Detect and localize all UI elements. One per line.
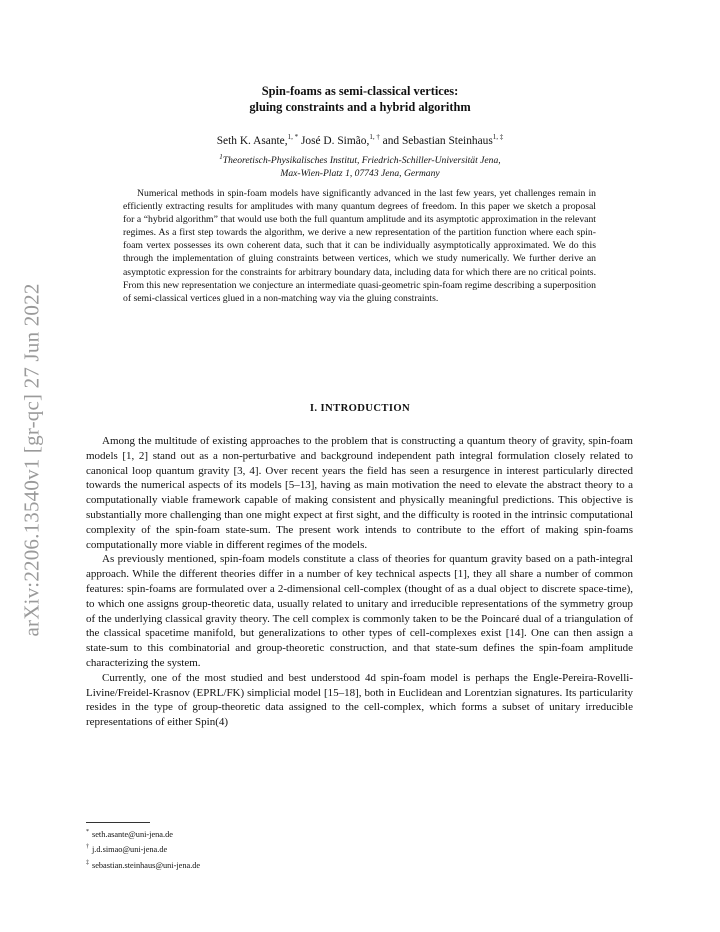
author-1-name: Seth K. Asante, [216, 134, 288, 147]
body-paragraph-3: Currently, one of the most studied and best understood 4d spin-foam model is perhaps the Engle-Pereira-Rovelli-Livine/Freidel-Krasnov (EPRL/FK) simplicial model [15–18], both in Euclidean and Lorentzian signatures. Its particularity resides in the type of group-theoretic data assigned to the cell-complex, which forms a subset of unitary irreducible representations of either Spin(4) [86, 671, 633, 729]
section-heading-introduction: I. INTRODUCTION [309, 403, 411, 414]
author-2-name: José D. Simão, [300, 134, 370, 147]
paper-title [100, 83, 620, 115]
introduction-body [86, 434, 633, 730]
arxiv-identifier-stamp [10, 250, 54, 670]
title-line-1: Spin-foams as semi-classical vertices: [261, 84, 459, 98]
author-2-mark: 1, † [369, 133, 380, 141]
arxiv-identifier-text: arXiv:2206.13540v1 [gr-qc] 27 Jun 2022 [19, 283, 44, 637]
author-1-mark: 1, * [287, 133, 299, 141]
abstract: Numerical methods in spin-foam models have significantly advanced in the last few years, yet challenges remain in efficiently extracting results for amplitudes with many quantum degrees of freedom. In this paper we sketch a proposal for a “hybrid algorithm” that would use both the full quantum amplitude and its asymptotic approximation in the relevant regimes. As a first step towards the algorithm, we derive a new representation of the partition function where each spin-foam vertex possesses its own coherent data, such that it can be individually asymptotically approximated. We do this through the implementation of gluing constraints between vertices, which we study numerically. We further derive an asymptotic expression for the constraints for arbitrary boundary data, including data for which there are no critical points. From this new representation we conjecture an intermediate quasi-geometric spin-foam regime describing a superposition of semi-classical vertices glued in a non-matching way via the gluing constraints. [123, 188, 596, 304]
affiliation-line-2: Max-Wien-Platz 1, 07743 Jena, Germany [280, 168, 440, 180]
footnote-email-2: j.d.simao@uni-jena.de [92, 845, 168, 855]
footnote-3: ‡ sebastian.steinhaus@uni-jena.de [86, 859, 201, 870]
author-list [100, 130, 620, 148]
footnote-1: * seth.asante@uni-jena.de [86, 829, 173, 839]
author-3-name: and Sebastian Steinhaus [382, 134, 493, 147]
affiliation-mark: 1 [219, 153, 223, 161]
footnotes [86, 826, 200, 872]
footnote-email-3: sebastian.steinhaus@uni-jena.de [92, 860, 201, 870]
body-paragraph-2: As previously mentioned, spin-foam models constitute a class of theories for quantum gravity based on a path-integral approach. While the different theories differ in a number of key technical aspects [1], they all share a number of common features: spin-foams are formulated over a 2-dimensional cell-complex (thought of as a dual object to discrete space-time), to which one assigns group-theoretic data, usually related to unitary and irreducible representations of the symmetry group of the underlying classical gravity theory. The cell complex is commonly taken to be the Poincaré dual of a triangulation of the classical spacetime manifold, but generalizations to other types of cell-complexes exist [14]. One can then assign a state-sum to this combinatorial and group-theoretic construction, and that state-sum defines the spin-foam amplitude characterizing the system. [86, 553, 633, 669]
affiliation [100, 151, 620, 180]
title-line-2: gluing constraints and a hybrid algorithm [249, 100, 471, 114]
author-3-mark: 1, ‡ [492, 133, 504, 141]
footnote-email-1: seth.asante@uni-jena.de [92, 829, 173, 839]
footnote-2: † j.d.simao@uni-jena.de [86, 844, 168, 855]
body-paragraph-1: Among the multitude of existing approaches to the problem that is constructing a quantum theory of gravity, spin-foam models [1, 2] stand out as a non-perturbative and background independent path integral formulation closely related to canonical loop quantum gravity [3, 4]. Over recent years the field has seen a resurgence in interest particularly directed towards the numerical aspects of its models [5–13], having as main motivation the need to elevate the abstract theory to a computationally viable framework capable of making consistent and physically meaningful predictions. This objective is substantially more challenging than one might expect at first sight, and the difficulty is rooted in the intrinsic computational complexity of the spin-foam state-sum. The present work intends to contribute to the effort of making spin-foams computationally more viable in different regimes of the models. [86, 435, 633, 551]
affiliation-line-1: $^1$Theoretisch-Physikalisches Institut, Friedrich-Schiller-Universität Jena, [219, 153, 501, 167]
footnote-divider [86, 822, 150, 823]
